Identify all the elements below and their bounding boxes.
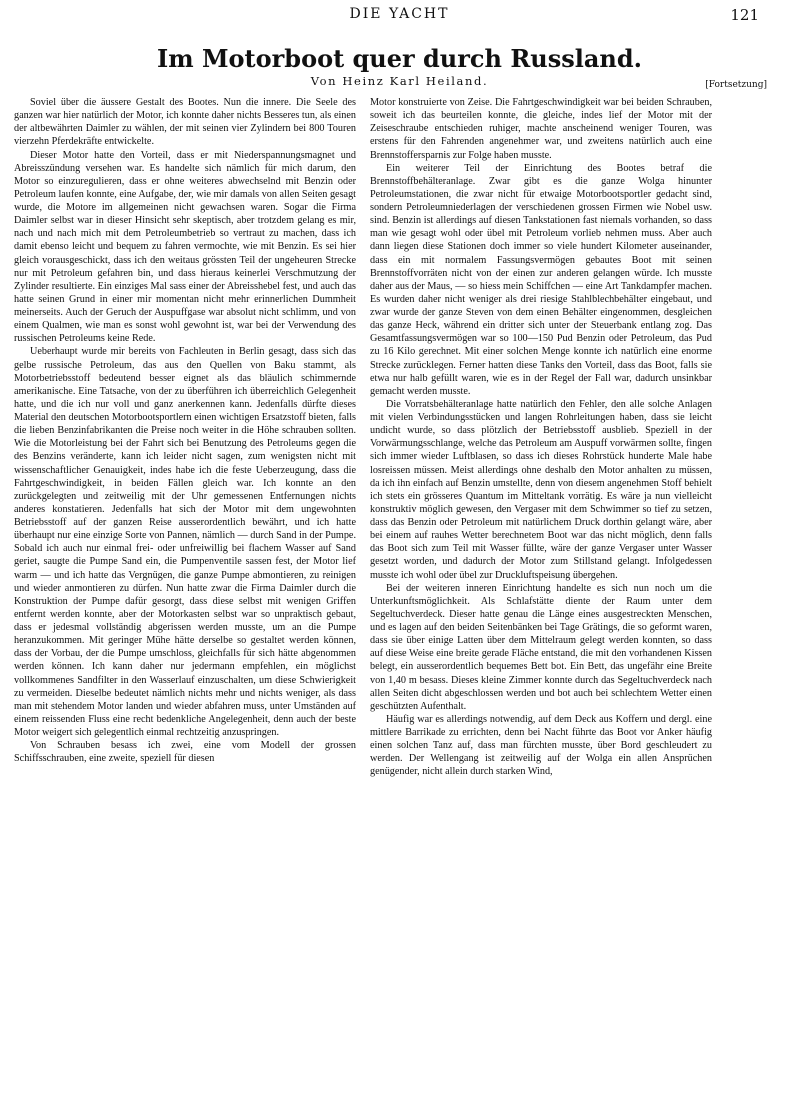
running-head (0, 6, 799, 28)
paragraph: Von Schrauben besass ich zwei, eine vom Modell der grossen Schiffsschrauben, eine zweite, speziell für diesen (14, 740, 356, 765)
paragraph: Häufig war es allerdings notwendig, auf dem Deck aus Koffern und dergl. eine mittlere Barrikade zu errichten, denn bei Nacht führte das Boot vor Anker häufig einen solchen Tanz auf, dass man fürchten musste, über Bord geschleudert zu werden. Der Wellengang ist zeitweilig auf der Wolga ein allen Ansprüchen genügender, nicht allein durch starken Wind, (370, 713, 712, 778)
journal-name: DIE YACHT (349, 6, 450, 22)
paragraph: Bei der weiteren inneren Einrichtung handelte es sich nun noch um die Unterkunftsmöglichkeit. Als Schlafstätte diente der Raum unter dem Segeltuchverdeck. Dieser hatte genau die Länge eines ausgestreckten Menschen, und es lagen auf den beiden Seitenbänken bei Tage Grätings, die so geformt waren, dass sie über einige Latten über dem Mittelraum gelegt werden konnten, so dass auf diese Weise eine breite gerade Fläche entstand, die mit den vorhandenen Kissen belegt, ein ausserordentlich bequemes Bett bot. Ein Bett, das ungefähr eine Breite von 1,40 m besass. Dieses kleine Zimmer konnte durch das Segeltuchverdeck nach allen Seiten dicht abgeschlossen werden und bot auch bei schlechtem Wetter einen geschützten Aufenthalt. (370, 582, 712, 712)
paragraph: Die Vorratsbehälteranlage hatte natürlich den Fehler, den alle solche Anlagen mit vielen Verbindungsstücken und langen Rohrleitungen haben, dass sie leicht undicht wurde, so dass plötzlich der Betriebsstoff ausblieb. Speziell in der Vorwärmungsschlange, welche das Petroleum am Auspuff vorwärmen sollte, fingen sich immer wieder Luftblasen, so dass ich dieses Rohrstück hunderte Male habe losreissen müssen. Meist allerdings ohne deshalb den Motor anhalten zu müssen, da ich ihn einfach auf Benzin umstellte, denn von diesem angenehmen Stoff behielt ich stets ein grösseres Quantum im Mitteltank vorrätig. Es wäre ja nun vielleicht konstruktiv möglich gewesen, den Vergaser mit dem Schwimmer so tief zu setzen, dass das Benzin oder Petroleum mit natürlichem Druck dorthin gelangt wäre, aber bei einem auf rauhes Wetter berechnetem Boot war das nicht möglich, denn falls das Boot sich zum Teil mit Wasser füllte, wäre der ganze Vergaser unter Wasser gesetzt worden, und dadurch der Motor zum Stillstand gelangt. Infolgedessen musste ich wohl oder übel zur Druckluftspeisung übergehen. (370, 398, 712, 581)
page-number: 121 (730, 6, 759, 24)
article-author: Von Heinz Karl Heiland. (310, 74, 489, 88)
continuation-note: [Fortsetzung] (705, 80, 767, 90)
right-column (370, 96, 712, 779)
left-column (14, 96, 356, 765)
paragraph: Dieser Motor hatte den Vorteil, dass er mit Niederspannungsmagnet und Abreisszündung versehen war. Es handelte sich nämlich für mich darum, den Motor so einzuregulieren, dass er ohne weiteres abwechselnd mit Benzin oder Petroleum laufen konnte, eine Aufgabe, der, wie mir damals von allen Seiten gesagt wurde, die Motore im allgemeinen nicht gewachsen waren. Sogar die Firma Daimler selbst war in dieser Hinsicht sehr skeptisch, aber trotzdem gelang es mir, nach und nach mich mit dem Petroleumbetrieb so vertraut zu machen, dass ich damit ebenso leicht und bequem zu fahren vermochte, wie mit Benzin. Es sei hier gleich vorausgeschickt, dass ich den weitaus grössten Teil der ungeheuren Strecke nur mit Petroleum gefahren bin, und dass hieraus keinerlei Verschmutzung der Zylinder resultierte. Ein einziges Mal sass einer der Abreisshebel fest, und auch das hatte seinen Grund in einer mir momentan nicht mehr erinnerlichen Dummheit meinerseits. Auch der Geruch der Auspuffgase war absolut nicht schlimm, und von einem Qualmen, wie man es sonst wohl gewohnt ist, war bei der Verwendung des russischen Petroleums keine Rede. (14, 149, 356, 345)
article-title: Im Motorboot quer durch Russland. (157, 44, 642, 73)
paragraph: Soviel über die äussere Gestalt des Bootes. Nun die innere. Die Seele des ganzen war hier natürlich der Motor, ich konnte daher nichts Besseres tun, als einen der altbewährten Daimler zu wählen, der mit seinen vier Zylindern bei 800 Touren vierzehn Pferdekräfte entwickelte. (14, 97, 356, 148)
paragraph: Ein weiterer Teil der Einrichtung des Bootes betraf die Brennstoffbehälteranlage. Zwar gibt es die ganze Wolga hinunter Petroleumstationen, die zwar nicht für etwaige Motorbootsportler gedacht sind, sondern Petroleumniederlagen der verschiedenen grossen Firmen wie Nobel usw. sind. Benzin ist allerdings auf diesen Tankstationen fast niemals vorhanden, so dass man wie gesagt wohl oder übel mit Petroleum vorlieb nehmen muss. Aber auch dann liegen diese Stationen doch immer so viele hundert Kilometer auseinander, dass ein mit normalem Fassungsvermögen gebautes Boot mit seinen Brennstoffvorräten nicht von der einen zur anderen gelangen würde. Ich musste daher aus der Maus, — so hiess mein Schiffchen — eine Art Tankdampfer machen. Es wurden daher nicht weniger als drei riesige Stahlblechbehälter eingebaut, und zwar wurde der ganze Steven von dem einen Behälter eingenommen, desgleichen das ganze Heck, während ein dritter sich unter der Steuerbank entlang zog. Das Gesamtfassungsvermögen war so 100—150 Pud Benzin oder Petroleum, das Pud zu 16 Kilo gerechnet. Mit einer solchen Menge konnte ich natürlich eine enorme Strecke zurücklegen. Ferner hatten diese Tanks den Vorteil, dass das Boot, falls sie etwa nur halb gefüllt waren, wie es in der Regel der Fall war, dadurch unsinkbar gemacht werden musste. (370, 162, 712, 397)
paragraph: Motor konstruierte von Zeise. Die Fahrtgeschwindigkeit war bei beiden Schrauben, soweit ich das beurteilen konnte, die gleiche, indes lief der Motor mit der Zeiseschraube entschieden ruhiger, machte anscheinend weniger Touren, was erstens für den Fahrenden angenehmer war, und zweitens natürlich auch eine Brennstoffersparnis zur Folge haben musste. (370, 97, 712, 161)
paragraph: Ueberhaupt wurde mir bereits von Fachleuten in Berlin gesagt, dass sich das gelbe russische Petroleum, das aus den Quellen von Baku stammt, als Motorbetriebsstoff bedeutend besser eignet als das bläulich schimmernde amerikanische. Eine Tatsache, von der zu überführen ich überreichlich Gelegenheit hatte, und die ich nur voll und ganz anerkennen kann. Jedenfalls dürfte dieses Material den deutschen Motorbootsportlern einen wichtigen Ersatzstoff bieten, falls die lieben Benzinfabrikanten die Preise noch weiter in die Höhe schrauben sollten. Wie die Motorleistung bei der Fahrt sich bei Benutzung des Petroleums gegen die des Benzins veränderte, kann ich leider nicht sagen, zum wenigsten nicht mit wissenschaftlicher Genauigkeit, indes habe ich die feste Ueberzeugung, dass die Fahrtgeschwindigkeit, in beiden Fällen gleich war. Ich konnte an den zurückgelegten und zeitweilig mit der Uhr gemessenen Entfernungen nichts anderes konstatieren. Jedenfalls hat sich der Motor mit dem ungewohnten Betriebsstoff auf der ganzen Reise ausserordentlich bewährt, und ich hatte überhaupt nur eine einzige Sorte von Pannen, nämlich — durch Sand in der Pumpe. Sobald ich auch nur einmal frei- oder unfreiwillig bei flachem Wasser auf Sand geriet, saugte die Pumpe Sand ein, die Pumpenventile sassen fest, der Motor lief warm — und ich hatte das Vergnügen, die ganze Pumpe abmontieren, zu reinigen und wieder anmontieren zu dürfen. Nun hatte zwar die Firma Daimler durch die Konstruktion der Pumpe dafür gesorgt, dass diese selbst mit wenigen Griffen entfernt werden konnte, aber der Motorkasten selbst war so unpraktisch gebaut, dass er jedesmal vollständig abgerissen werden musste, um an die Pumpe heranzukommen. Mit geringer Mühe hätte derselbe so gestaltet werden können, dass der Vorbau, der die Pumpe umschloss, gleichfalls für sich hätte abgenommen werden können. Ich kann daher nur jedermann empfehlen, ein möglichst vollkommenes Sandfilter in den Wasserlauf einzuschalten, um diese Schwierigkeit zu vermeiden. Dieselbe bedeutet nämlich nichts mehr und nichts weniger, als dass man mit stehendem Motor landen und wieder abfahren muss, unter Umständen auf einem reissenden Fluss eine recht bedenkliche Angelegenheit, denn auch der beste Motor weigert sich gelegentlich einmal rechtzeitig anzuspringen. (14, 346, 356, 738)
